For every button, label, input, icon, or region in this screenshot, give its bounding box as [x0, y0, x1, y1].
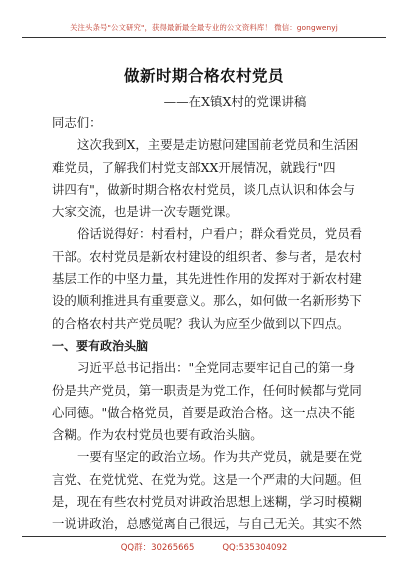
salutation: 同志们： [52, 115, 102, 130]
body-line: 言党、在党忧党、在党为党。这是一个严肃的大问题。但 [52, 471, 362, 487]
body-line: 一说讲政治，总感觉离自己很远，与自己无关。其实不然 [52, 516, 362, 532]
body-line: 基层工作的中坚力量，其先进性作用的发挥对于新农村建 [52, 271, 362, 287]
qq-group-text: QQ群：30265665 [120, 543, 195, 553]
body-line: 难党员，了解我们村党支部XX开展情况，就践行"四 [52, 159, 336, 175]
header-promo-note: 关注头条号"公文研究"，获得最新最全最专业的公文资料库！ 微信：gongwenyj [70, 23, 338, 32]
body-line: 是，现在有些农村党员对讲政治思想上迷糊，学习时模糊 [52, 494, 362, 510]
body-line: 含糊。作为农村党员也要有政治头脑。 [52, 427, 263, 443]
document-body [52, 112, 366, 536]
footer-divider [22, 536, 386, 537]
body-line: 设的顺利推进具有重要意义。那么，如何做一名新形势下 [52, 293, 362, 309]
document-title: 做新时期合格农村党员 [123, 66, 284, 85]
body-line: 的合格农村共产党员呢？我认为应至少做到以下四点。 [52, 315, 350, 331]
header-divider [22, 37, 386, 38]
body-line: 份是共产党员，第一职责是为党工作，任何时候都与党同 [52, 382, 362, 398]
footer-contact [0, 541, 408, 553]
body-line: 讲四有"，做新时期合格农村党员，谈几点认识和体会与 [52, 181, 356, 197]
body-line: 俗话说得好：村看村，户看户；群众看党员，党员看 [77, 226, 362, 242]
body-line: 习近平总书记指出："全党同志要牢记自己的第一身 [77, 360, 356, 376]
body-line: 大家交流，也是讲一次专题党课。 [52, 204, 238, 220]
qq-number-text: QQ:535304092 [222, 543, 288, 553]
body-line: 这次我到X，主要是走访慰问建国前老党员和生活困 [77, 137, 359, 153]
body-line: 一要有坚定的政治立场。作为共产党员，就是要在党 [77, 449, 362, 465]
document-subtitle: ——在X镇X村的党课讲稿 [163, 94, 307, 109]
body-line: 干部。农村党员是新农村建设的组织者、参与者，是农村 [52, 248, 362, 264]
section-heading: 一、要有政治头脑 [52, 338, 149, 353]
body-line: 心同德。"做合格党员，首要是政治合格。这一点决不能 [52, 404, 356, 420]
